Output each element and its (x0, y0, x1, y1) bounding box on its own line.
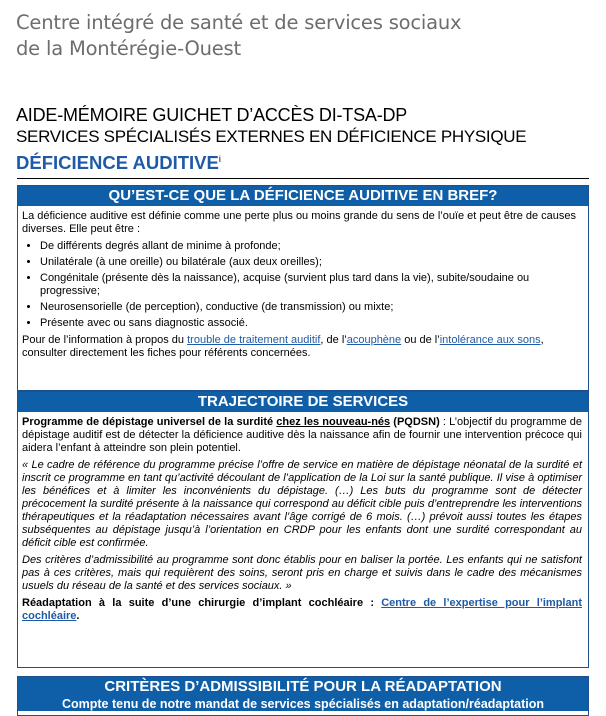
program-acronym: (PQDSN) (390, 416, 440, 428)
organization-name (16, 10, 461, 62)
topic-footnote-marker[interactable]: i (218, 154, 221, 164)
info-paragraph (22, 334, 582, 360)
document-header (16, 104, 596, 175)
header-divider (17, 178, 589, 179)
info-text: , consulter directement les fiches pour référents concernées. (22, 334, 544, 359)
document-topic (16, 147, 596, 175)
info-text: , de l’ (320, 334, 347, 346)
document-title: AIDE-MÉMOIRE GUICHET D’ACCÈS DI-TSA-DP (16, 105, 408, 125)
link-tinnitus[interactable]: acouphène (346, 334, 402, 346)
section-criteria (17, 676, 589, 716)
section-definition-heading: QU’EST-CE QUE LA DÉFICIENCE AUDITIVE EN BREF? (18, 186, 588, 206)
organization-line-1: Centre intégré de santé et de services sociaux (16, 11, 462, 34)
topic-text: DÉFICIENCE AUDITIVE (16, 152, 219, 174)
list-item: • Neurosensorielle (de perception), conductive (de transmission) ou mixte; (40, 301, 582, 314)
organization-line-2: de la Montérégie-Ouest (16, 37, 241, 60)
section-trajectory (17, 391, 589, 668)
quote-paragraph-2: Des critères d’admissibilité au programme sont donc établis pour en baliser la portée. Les enfants qui ne satisfont pas à ces critères, mais qui requièrent des soins, seront pris en charge et suivis dans le cadre des mécanismes usuels du réseau de la santé et des services sociaux. » (22, 554, 582, 592)
program-target: chez les nouveau-nés (276, 416, 391, 428)
section-definition (17, 185, 589, 391)
rehab-end: . (76, 610, 80, 622)
info-text: Pour de l’information à propos du (22, 334, 188, 346)
info-text: ou de l’ (401, 334, 440, 346)
rehab-paragraph (22, 597, 582, 623)
list-item: • Congénitale (présente dès la naissance), acquise (survient plus tard dans la vie), subite/soudaine ou progressive; (40, 272, 582, 298)
section-criteria-heading: CRITÈRES D’ADMISSIBILITÉ POUR LA RÉADAPTATION (18, 677, 588, 697)
program-name: Programme de dépistage universel de la surdité (22, 416, 277, 428)
list-item: • De différents degrés allant de minime à profonde; (40, 240, 582, 253)
list-item: • Unilatérale (à une oreille) ou bilatérale (aux deux oreilles); (40, 256, 582, 269)
link-auditory-processing[interactable]: trouble de traitement auditif (187, 334, 321, 346)
definition-list (22, 240, 582, 330)
definition-intro: La déficience auditive est définie comme une perte plus ou moins grande du sens de l’ouïe et peut être de causes diverses. Elle peut être : (22, 210, 577, 235)
quote-paragraph-1: « Le cadre de référence du programme précise l’offre de service en matière de dépistage néonatal de la surdité et inscrit ce programme en tant qu’activité découlant de l’application de la Loi sur la santé publique. Il vise à optimiser les bénéfices et à limiter les inconvénients du dépistage. (…) Les buts du programme sont de détecter précocement la surdité présente à la naissance qui correspond au déficit cible puis d’entreprendre les interventions thérapeutiques et la réadaptation nécessaires avant l’âge corrigé de 6 mois. (…) prévoit aussi toutes les étapes subséquentes au dépistage jusqu’à l’orientation en CRDP pour les enfants dont une surdité correspondant au déficit cible est confirmée. (22, 459, 582, 549)
rehab-label: Réadaptation à la suite d’une chirurgie d’implant cochléaire : (22, 597, 382, 609)
list-item: • Présente avec ou sans diagnostic associé. (40, 317, 582, 330)
program-description: : L’objectif du programme de dépistage auditif est de détecter la déficience auditive dès la naissance afin de fournir une intervention précoce qui aidera l’enfant à atteindre son plein potentiel. (22, 416, 583, 454)
program-paragraph (22, 416, 582, 455)
document-subtitle: SERVICES SPÉCIALISÉS EXTERNES EN DÉFICIENCE PHYSIQUE (16, 127, 527, 146)
section-trajectory-heading: TRAJECTOIRE DE SERVICES (18, 392, 588, 412)
section-criteria-subheading: Compte tenu de notre mandat de services spécialisés en adaptation/réadaptation (18, 697, 588, 711)
link-cochlear-implant-center[interactable]: Centre de l’expertise pour l’implant cochléaire (22, 597, 582, 622)
link-sound-intolerance[interactable]: intolérance aux sons (439, 334, 541, 346)
